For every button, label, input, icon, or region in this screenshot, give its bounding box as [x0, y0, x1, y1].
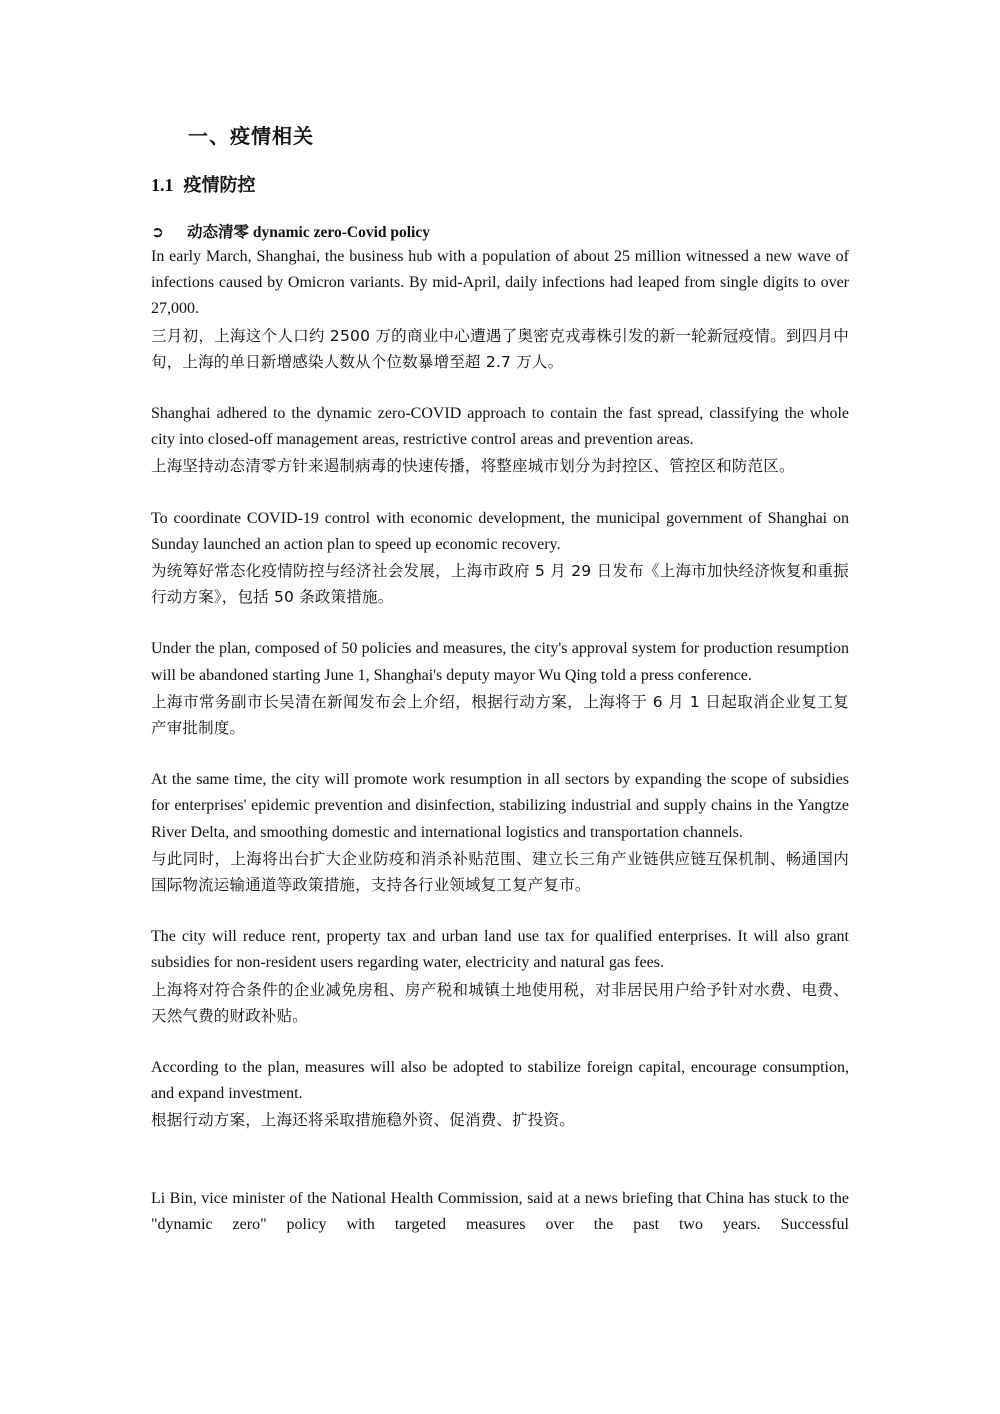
paragraph-chinese: 与此同时，上海将出台扩大企业防疫和消杀补贴范围、建立长三角产业链供应链互保机制、畅通国内国际物流运输通道等政策措施，支持各行业领域复工复产复市。 [151, 849, 849, 895]
paragraph-chinese: 上海将对符合条件的企业减免房租、房产税和城镇土地使用税，对非居民用户给予针对水费、电费、天然气费的财政补贴。 [151, 980, 849, 1025]
paragraph-english: To coordinate COVID-19 control with economic development, the municipal government of Shanghai on Sunday launched an action plan to speed up economic recovery. [151, 509, 849, 553]
topic-title-zh: 动态清零 [187, 223, 250, 241]
topic-title-en: dynamic zero-Covid policy [252, 224, 430, 241]
paragraph-chinese: 上海坚持动态清零方针来遏制病毒的快速传播，将整座城市划分为封控区、管控区和防范区。 [151, 457, 795, 476]
paragraph-block [151, 1055, 849, 1134]
paragraph-chinese: 为统筹好常态化疫情防控与经济社会发展，上海市政府 5 月 29 日发布《上海市加快经济恢复和重振行动方案》，包括 50 条政策措施。 [151, 562, 849, 607]
topic-heading [151, 220, 430, 242]
document-body [151, 244, 849, 1264]
paragraph-english: Li Bin, vice minister of the National Health Commission, said at a news briefing that China has stuck to the "dynamic zero" policy with targeted measures over the past two years. Successful [151, 1189, 849, 1233]
subsection-title: 疫情防控 [183, 175, 256, 196]
subsection-heading [151, 171, 256, 197]
paragraph-block [151, 506, 849, 611]
paragraph-english: Shanghai adhered to the dynamic zero-COVID approach to contain the fast spread, classifying the whole city into closed-off management areas, restrictive control areas and prevention areas. [151, 405, 849, 449]
section-heading: 一、疫情相关 [188, 124, 314, 148]
paragraph-block [151, 401, 849, 480]
arrow-right-icon: ➲ [151, 223, 164, 241]
paragraph-block [151, 636, 849, 741]
paragraph-block [151, 924, 849, 1029]
subsection-number: 1.1 [151, 175, 174, 195]
paragraph-block [151, 767, 849, 898]
paragraph-english: The city will reduce rent, property tax and urban land use tax for qualified enterprises. It will also grant subsidies for non-resident users regarding water, electricity and natural gas fees. [151, 928, 849, 972]
paragraph-english: At the same time, the city will promote work resumption in all sectors by expanding the scope of subsidies for enterprises' epidemic prevention and disinfection, stabilizing industrial and supply chains in the Yangtze River Delta, and smoothing domestic and international logistics and transportation channels. [151, 771, 849, 841]
paragraph-block [151, 1186, 849, 1238]
paragraph-english: According to the plan, measures will also be adopted to stabilize foreign capital, encourage consumption, and expand investment. [151, 1059, 849, 1103]
paragraph-chinese: 上海市常务副市长吴清在新闻发布会上介绍，根据行动方案，上海将于 6 月 1 日起取消企业复工复产审批制度。 [151, 692, 849, 738]
paragraph-block [151, 244, 849, 375]
paragraph-english: Under the plan, composed of 50 policies and measures, the city's approval system for production resumption will be abandoned starting June 1, Shanghai's deputy mayor Wu Qing told a press conference. [151, 640, 849, 684]
paragraph-chinese: 三月初，上海这个人口约 2500 万的商业中心遭遇了奥密克戎毒株引发的新一轮新冠疫情。到四月中旬，上海的单日新增感染人数从个位数暴增至超 2.7 万人。 [151, 326, 849, 371]
paragraph-chinese: 根据行动方案，上海还将采取措施稳外资、促消费、扩投资。 [151, 1111, 575, 1130]
paragraph-english: In early March, Shanghai, the business hub with a population of about 25 million witnessed a new wave of infections caused by Omicron variants. By mid-April, daily infections had leaped from single digits to over 27,000. [151, 248, 849, 318]
